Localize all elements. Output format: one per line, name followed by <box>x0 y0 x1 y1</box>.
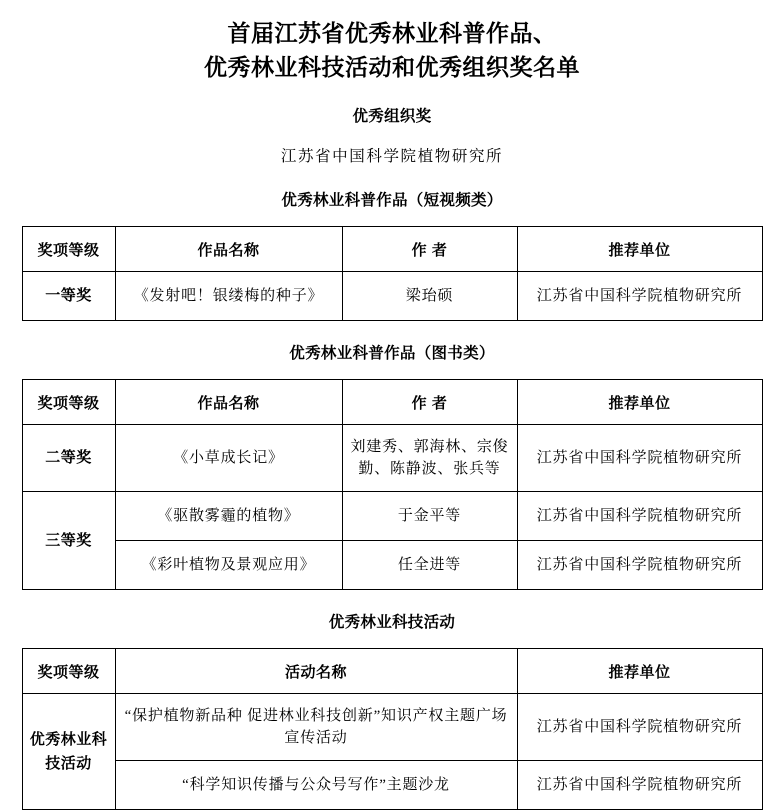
column-header-activity-name: 活动名称 <box>115 649 517 694</box>
column-header-unit: 推荐单位 <box>517 227 762 272</box>
cell-author: 梁珆硕 <box>342 272 517 321</box>
cell-author: 任全进等 <box>342 541 517 590</box>
column-header-grade: 奖项等级 <box>22 649 115 694</box>
table-science-activities <box>22 648 763 810</box>
column-header-unit: 推荐单位 <box>517 380 762 425</box>
column-header-work-name: 作品名称 <box>115 380 342 425</box>
column-header-author: 作 者 <box>342 380 517 425</box>
column-header-unit: 推荐单位 <box>517 649 762 694</box>
cell-activity-name: “保护植物新品种 促进林业科技创新”知识产权主题广场宣传活动 <box>115 694 517 761</box>
cell-grade: 一等奖 <box>22 272 115 321</box>
cell-grade: 三等奖 <box>22 492 115 590</box>
cell-unit: 江苏省中国科学院植物研究所 <box>517 425 762 492</box>
table-row <box>22 425 762 492</box>
table-row <box>22 541 762 590</box>
page-title <box>0 0 784 84</box>
table-short-video-works <box>22 226 763 321</box>
page-title-line-2: 优秀林业科技活动和优秀组织奖名单 <box>204 54 580 80</box>
cell-work-name: 《发射吧！银缕梅的种子》 <box>115 272 342 321</box>
table-book-works <box>22 379 763 590</box>
page-title-line-1: 首届江苏省优秀林业科普作品、 <box>227 20 557 46</box>
table-row <box>22 492 762 541</box>
organization-award-heading: 优秀组织奖 <box>352 108 432 125</box>
cell-work-name: 《彩叶植物及景观应用》 <box>115 541 342 590</box>
table-row <box>22 694 762 761</box>
cell-author: 刘建秀、郭海林、宗俊勤、陈静波、张兵等 <box>342 425 517 492</box>
table-row <box>22 761 762 810</box>
column-header-grade: 奖项等级 <box>22 227 115 272</box>
cell-author: 于金平等 <box>342 492 517 541</box>
section-heading-books: 优秀林业科普作品（图书类） <box>289 345 495 362</box>
section-heading-short-video: 优秀林业科普作品（短视频类） <box>281 192 503 209</box>
organization-award-winner: 江苏省中国科学院植物研究所 <box>280 148 504 165</box>
cell-work-name: 《驱散雾霾的植物》 <box>115 492 342 541</box>
cell-unit: 江苏省中国科学院植物研究所 <box>517 761 762 810</box>
cell-unit: 江苏省中国科学院植物研究所 <box>517 694 762 761</box>
column-header-work-name: 作品名称 <box>115 227 342 272</box>
table-header-row <box>22 227 762 272</box>
cell-grade: 二等奖 <box>22 425 115 492</box>
cell-grade: 优秀林业科技活动 <box>22 694 115 810</box>
table-header-row <box>22 649 762 694</box>
cell-unit: 江苏省中国科学院植物研究所 <box>517 272 762 321</box>
column-header-author: 作 者 <box>342 227 517 272</box>
section-heading-activities: 优秀林业科技活动 <box>328 614 456 631</box>
cell-unit: 江苏省中国科学院植物研究所 <box>517 541 762 590</box>
cell-unit: 江苏省中国科学院植物研究所 <box>517 492 762 541</box>
cell-work-name: 《小草成长记》 <box>115 425 342 492</box>
column-header-grade: 奖项等级 <box>22 380 115 425</box>
table-row <box>22 272 762 321</box>
table-header-row <box>22 380 762 425</box>
cell-activity-name: “科学知识传播与公众号写作”主题沙龙 <box>115 761 517 810</box>
